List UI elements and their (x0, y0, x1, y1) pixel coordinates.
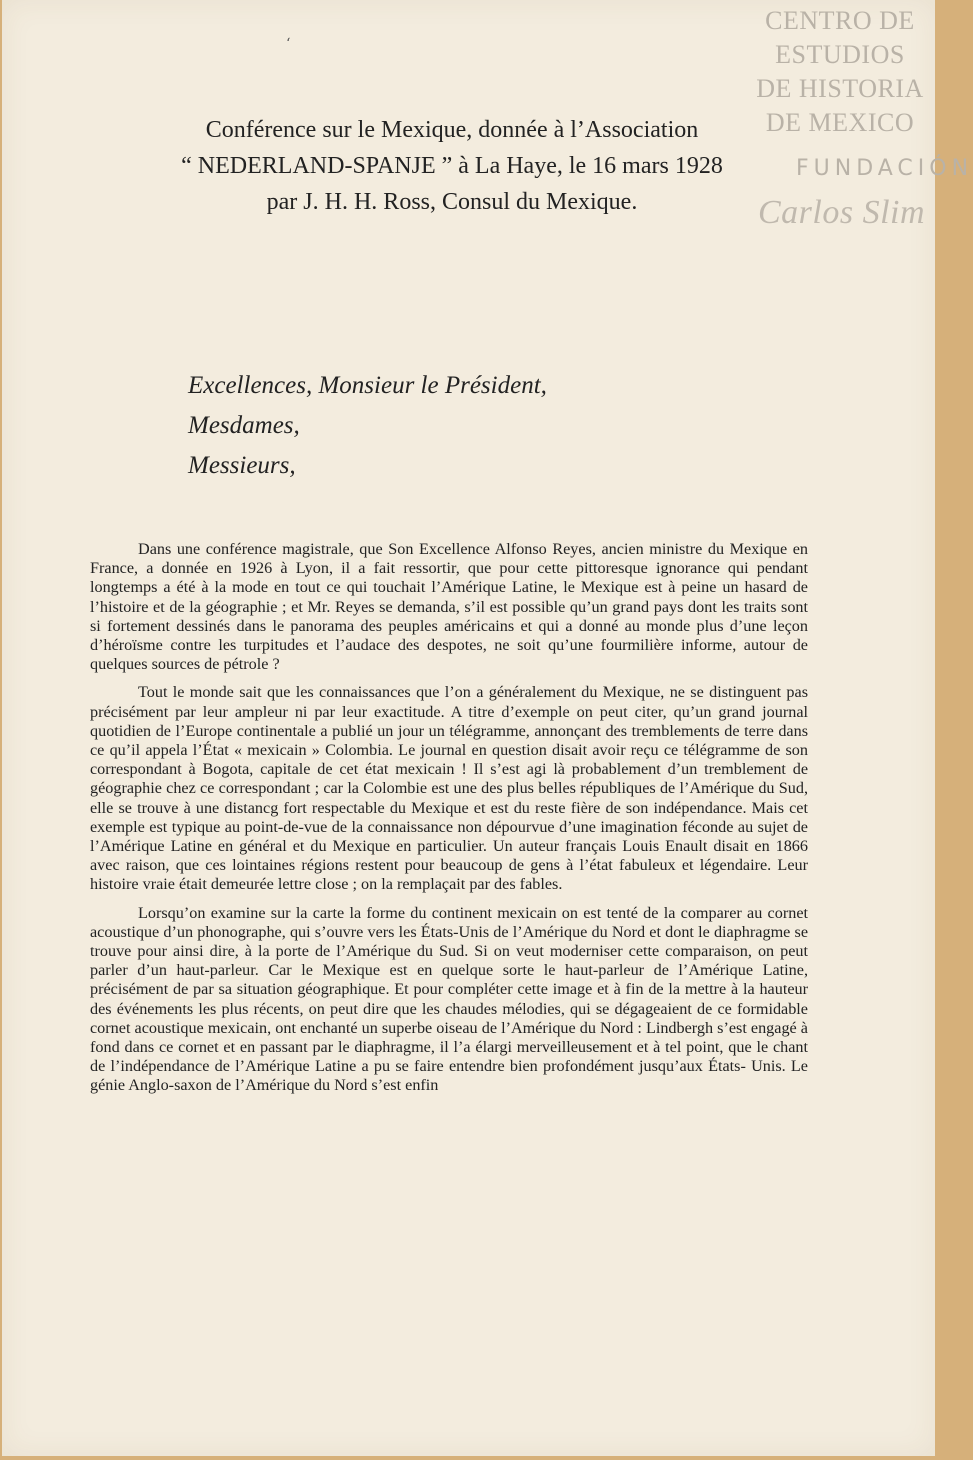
ink-mark: ‘ (286, 36, 291, 52)
watermark-line: CENTRO DE (765, 6, 915, 35)
title-line-2: “ NEDERLAND-SPANJE ” à La Haye, le 16 mars 1928 (181, 153, 723, 179)
document-sheet (2, 0, 973, 1456)
paragraph-1: Dans une conférence magistrale, que Son Excellence Alfonso Reyes, ancien ministre du Mexique en France, a donnée en 1926 à Lyon, il a fait ressortir, que pour cette pittoresque ignorance qui pendant longtemps a été à la mode en tout ce qui touchait l’Amérique Latine, le Mexique est à peine un hasard de l’histoire et de la géographie ; et Mr. Reyes se demanda, s’il est possible qu’un grand pays dont les traits sont si fortement dessinés dans le panorama des peuples américains et qui a donné au monde plus d’une leçon d’héroïsme contre les turpitudes et l’audace des despotes, ne soit qu’une fourmilière informe, autour de quelques sources de pétrole ? (90, 540, 808, 674)
watermark-line: DE MEXICO (765, 108, 915, 137)
salutation-line-3: Messieurs, (188, 452, 296, 479)
paragraph-2: Tout le monde sait que les connaissances que l’on a généralement du Mexique, ne se distinguent pas précisément par leur ampleur ni par leur exactitude. A titre d’exemple on peut citer, qu’un grand journal quotidien de l’Europe continentale a publié un jour un télégramme, annonçant des tremblements de terre dans ce qu’il appela l’État « mexicain » Colombia. Le journal en question disait avoir reçu ce télégramme de son correspondant à Bogota, capitale de cet état mexicain ! Il s’est agi là probablement d’un tremblement de géographie chez ce correspondant ; car la Colombie est une des plus belles républiques de l’Amérique du Sud, elle se trouve à une distancg fort respectable du Mexique et est du reste fière de son indépendance. Mais cet exemple est typique au point-de-vue de la connaissance non dépourvue d’une imagination féconde au sujet de l’Amérique Latine en général et du Mexique en particulier. Un auteur français Louis Enault disait en 1866 avec raison, que ces lointaines régions restent pour beaucoup de gens à l’état fabuleux et légendaire. Leur histoire vraie était demeurée lettre close ; on la remplaçait par des fables. (90, 683, 808, 894)
salutation-line-2: Mesdames, (188, 412, 300, 439)
watermark-line: ESTUDIOS (775, 40, 905, 69)
watermark-line: DE HISTORIA (756, 74, 924, 103)
watermark-signature: Carlos Slim (758, 194, 926, 231)
title-line-1: Conférence sur le Mexique, donnée à l’Association (205, 117, 699, 143)
title-line-3: par J. H. H. Ross, Consul du Mexique. (266, 189, 638, 215)
body-text (90, 540, 808, 1105)
document-title (92, 112, 812, 220)
watermark-fundacion: FUNDACIÓN (796, 156, 973, 181)
salutation (188, 366, 547, 486)
paragraph-3: Lorsqu’on examine sur la carte la forme du continent mexicain on est tenté de la comparer au cornet acoustique d’un phonographe, qui s’ouvre vers les États-Unis de l’Amérique du Nord et dont le diaphragme se trouve pour ainsi dire, à la porte de l’Amérique du Sud. Si on veut moderniser cette comparaison, on peut parler d’un haut-parleur. Car le Mexique est en quelque sorte le haut-parleur de l’Amérique Latine, précisément de par sa situation géographique. Et pour compléter cette image et à fin de la mettre à la hauteur des événements les plus récents, on peut dire que les chaudes mélodies, qui se dégageaient de ce formidable cornet acoustique mexicain, ont enchanté un superbe oiseau de l’Amérique du Nord : Lindbergh s’est engagé à fond dans ce cornet et en passant par le diaphragme, il l’a élargi merveilleusement et à tel point, que le chant de l’indépendance de l’Amérique Latine a pu se faire entendre bien profondément jusqu’aux États- Unis. Le génie Anglo-saxon de l’Amérique du Nord s’est enfin (90, 903, 808, 1095)
salutation-line-1: Excellences, Monsieur le Président, (188, 372, 547, 399)
